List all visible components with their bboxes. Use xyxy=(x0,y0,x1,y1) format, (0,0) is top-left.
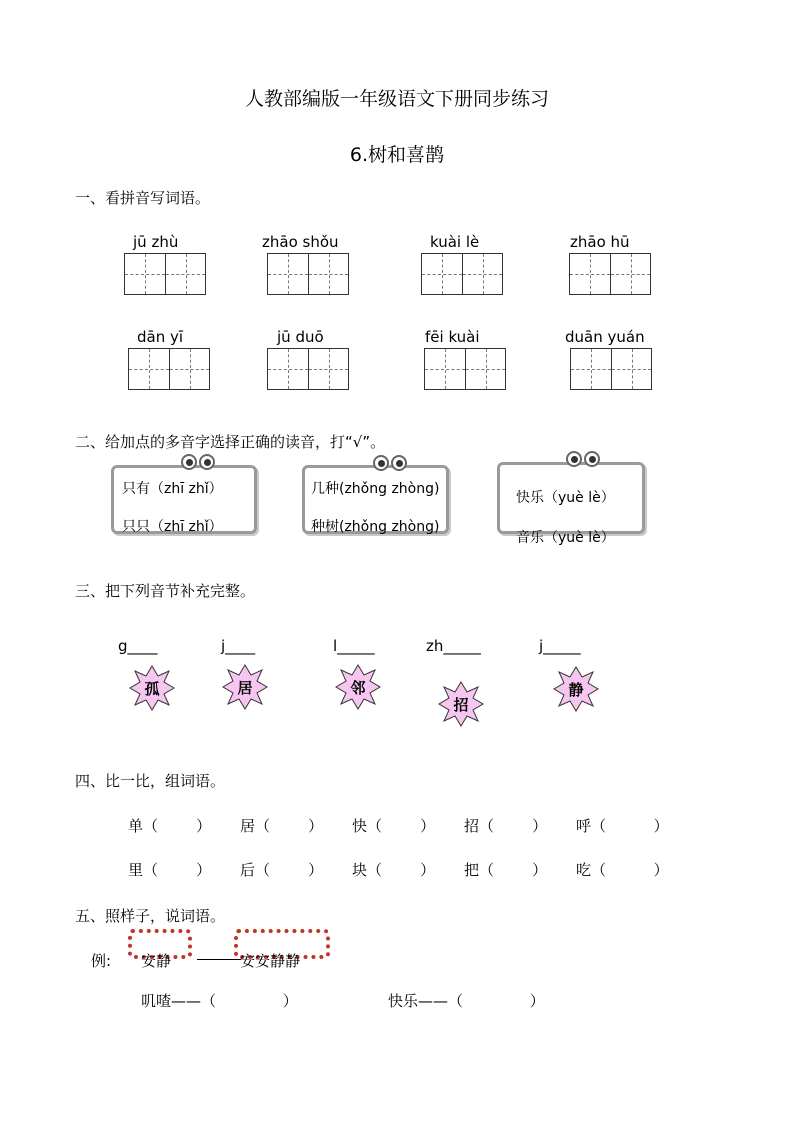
pinyin-label: kuài lè xyxy=(430,233,480,251)
pinyin-label: jū duō xyxy=(277,328,324,346)
pinyin-label: zhāo hū xyxy=(570,233,630,251)
star-character: 静 xyxy=(568,680,584,699)
cartoon-eyes-icon xyxy=(566,451,600,467)
section-4-heading: 四、比一比，组词语。 xyxy=(75,772,226,790)
compare-item[interactable]: 吃（ ） xyxy=(576,861,669,879)
syllable-blank[interactable]: l_____ xyxy=(333,637,375,655)
star-badge xyxy=(335,664,381,710)
writing-grid[interactable] xyxy=(570,348,652,390)
writing-grid[interactable] xyxy=(124,253,206,295)
compare-item[interactable]: 居（ ） xyxy=(240,817,324,835)
writing-grid[interactable] xyxy=(267,253,349,295)
polyphone-option[interactable]: 音乐（yuè lè） xyxy=(516,530,615,546)
example-word: 安静 xyxy=(141,952,172,970)
polyphone-option[interactable]: 几种(zhǒng zhòng) xyxy=(311,481,440,497)
pinyin-label: dān yī xyxy=(137,328,184,346)
section-5-heading: 五、照样子，说词语。 xyxy=(75,907,226,925)
star-character: 居 xyxy=(237,678,253,697)
polyphone-option[interactable]: 快乐（yuè lè） xyxy=(516,490,615,506)
writing-grid[interactable] xyxy=(569,253,651,295)
polyphone-option[interactable]: 种树(zhǒng zhòng) xyxy=(311,519,440,535)
star-character: 招 xyxy=(453,695,469,714)
fill-question[interactable]: 快乐——（ ） xyxy=(388,992,545,1010)
compare-item[interactable]: 呼（ ） xyxy=(576,817,669,835)
star-badge xyxy=(129,665,175,711)
compare-item[interactable]: 招（ ） xyxy=(464,817,548,835)
section-3-heading: 三、把下列音节补充完整。 xyxy=(75,582,256,600)
compare-item[interactable]: 块（ ） xyxy=(352,861,436,879)
writing-grid[interactable] xyxy=(128,348,210,390)
pinyin-label: zhāo shǒu xyxy=(262,233,339,251)
section-2-heading: 二、给加点的多音字选择正确的读音，打“√”。 xyxy=(75,433,386,451)
syllable-blank[interactable]: j_____ xyxy=(539,637,581,655)
star-badge xyxy=(438,681,484,727)
example-dash xyxy=(197,959,241,960)
writing-grid[interactable] xyxy=(267,348,349,390)
compare-item[interactable]: 把（ ） xyxy=(464,861,548,879)
polyphone-option[interactable]: 只只（zhī zhǐ） xyxy=(122,519,223,535)
writing-grid[interactable] xyxy=(421,253,503,295)
compare-item[interactable]: 单（ ） xyxy=(128,817,212,835)
polyphone-card xyxy=(111,465,257,534)
polyphone-card xyxy=(497,462,645,546)
fill-question[interactable]: 叽喳——（ ） xyxy=(141,992,298,1010)
cartoon-eyes-icon xyxy=(181,454,215,470)
star-character: 孤 xyxy=(144,679,160,698)
example-answer: 安安静静 xyxy=(240,952,301,970)
example-label: 例: xyxy=(91,952,112,970)
star-badge xyxy=(222,664,268,710)
compare-item[interactable]: 后（ ） xyxy=(240,861,324,879)
star-character: 邻 xyxy=(350,678,366,697)
page-title: 人教部编版一年级语文下册同步练习 xyxy=(244,88,549,110)
pinyin-label: fēi kuài xyxy=(425,328,480,346)
star-badge xyxy=(553,666,599,712)
pinyin-label: jū zhù xyxy=(133,233,179,251)
polyphone-option[interactable]: 只有（zhī zhǐ） xyxy=(122,481,223,497)
lesson-title: 6.树和喜鹊 xyxy=(349,144,445,166)
syllable-blank[interactable]: g____ xyxy=(118,637,158,655)
section-1-heading: 一、看拼音写词语。 xyxy=(75,189,211,207)
writing-grid[interactable] xyxy=(424,348,506,390)
syllable-blank[interactable]: zh_____ xyxy=(426,637,481,655)
compare-item[interactable]: 快（ ） xyxy=(352,817,436,835)
pinyin-label: duān yuán xyxy=(565,328,645,346)
syllable-blank[interactable]: j____ xyxy=(221,637,256,655)
compare-item[interactable]: 里（ ） xyxy=(128,861,212,879)
polyphone-card xyxy=(302,465,449,534)
cartoon-eyes-icon xyxy=(373,455,407,471)
